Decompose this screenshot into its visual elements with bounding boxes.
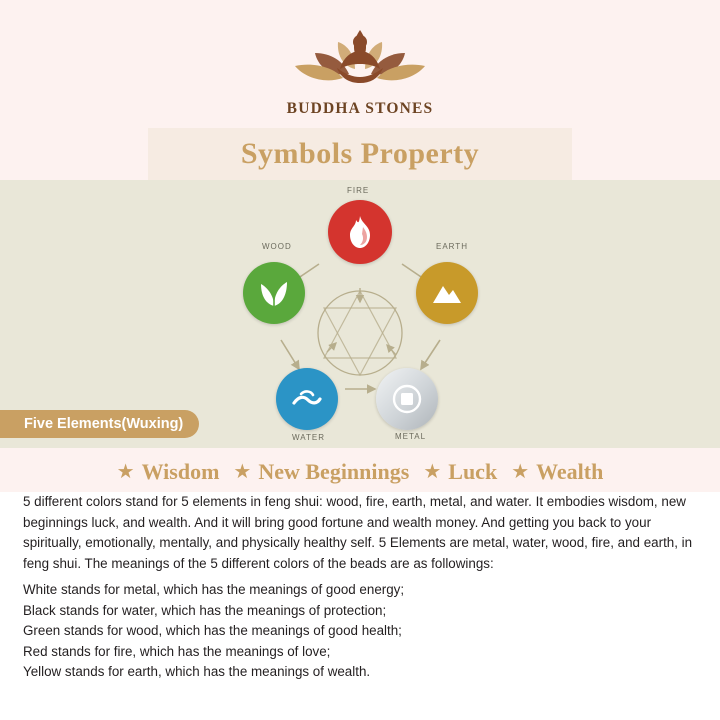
keyword-label: Luck [448, 459, 498, 484]
star-icon: ★ [511, 461, 530, 483]
element-label-water: WATER [292, 433, 325, 442]
keyword-label: Wealth [536, 459, 604, 484]
five-elements-diagram [0, 180, 720, 448]
meaning-metal: White stands for metal, which has the meanings of good energy; [23, 582, 405, 597]
mountain-icon [431, 280, 463, 306]
brand-logo [245, 22, 475, 118]
meaning-water: Black stands for water, which has the meanings of protection; [23, 602, 387, 618]
element-node-water[interactable] [276, 368, 338, 430]
element-node-earth[interactable] [416, 262, 478, 324]
leaf-icon [258, 278, 290, 308]
keyword-luck [423, 459, 497, 485]
star-icon: ★ [423, 461, 442, 483]
keyword-wealth [511, 459, 603, 485]
element-label-metal: METAL [395, 432, 427, 441]
square-metal-icon [392, 384, 422, 414]
element-label-wood: WOOD [262, 242, 292, 251]
keyword-new-beginnings [233, 459, 409, 485]
element-node-wood[interactable] [243, 262, 305, 324]
lotus-meditation-icon [285, 22, 435, 96]
keyword-label: Wisdom [141, 459, 220, 484]
star-icon: ★ [233, 461, 252, 483]
ribbon-label: Five Elements(Wuxing) [24, 416, 184, 432]
title-container [148, 128, 572, 180]
brand-name: BUDDHA STONES [286, 100, 434, 117]
wave-icon [291, 386, 323, 412]
five-elements-ribbon [0, 410, 199, 438]
element-node-fire[interactable] [328, 200, 392, 264]
description-paragraph: 5 different colors stand for 5 elements in feng shui: wood, fire, earth, metal, and water. It embodies wisdom, new beginnings luck, and wealth. And it will bring good fortune and wealth money. And getting you back to your spiritually, emotionally, mentally, and physically healthy self. 5 Elements are metal, water, wood, fire, and earth, in feng shui. The meanings of the 5 different colors of the beads are as followings: [23, 494, 693, 571]
keywords-strip [0, 448, 720, 496]
meaning-earth: Yellow stands for earth, which has the meanings of wealth. [23, 664, 371, 679]
page-title: Symbols Property [240, 137, 480, 170]
element-label-fire: FIRE [347, 186, 370, 195]
meaning-wood: Green stands for wood, which has the meanings of good health; [23, 623, 402, 638]
flame-icon [345, 215, 375, 249]
element-node-metal[interactable] [376, 368, 438, 430]
meaning-fire: Red stands for fire, which has the meanings of love; [23, 643, 331, 659]
star-icon: ★ [116, 461, 135, 483]
header [0, 0, 720, 128]
meanings-list [23, 580, 701, 683]
description-section [0, 492, 720, 720]
keyword-wisdom [117, 459, 220, 485]
element-label-earth: EARTH [436, 242, 468, 251]
keyword-label: New Beginnings [258, 459, 410, 484]
